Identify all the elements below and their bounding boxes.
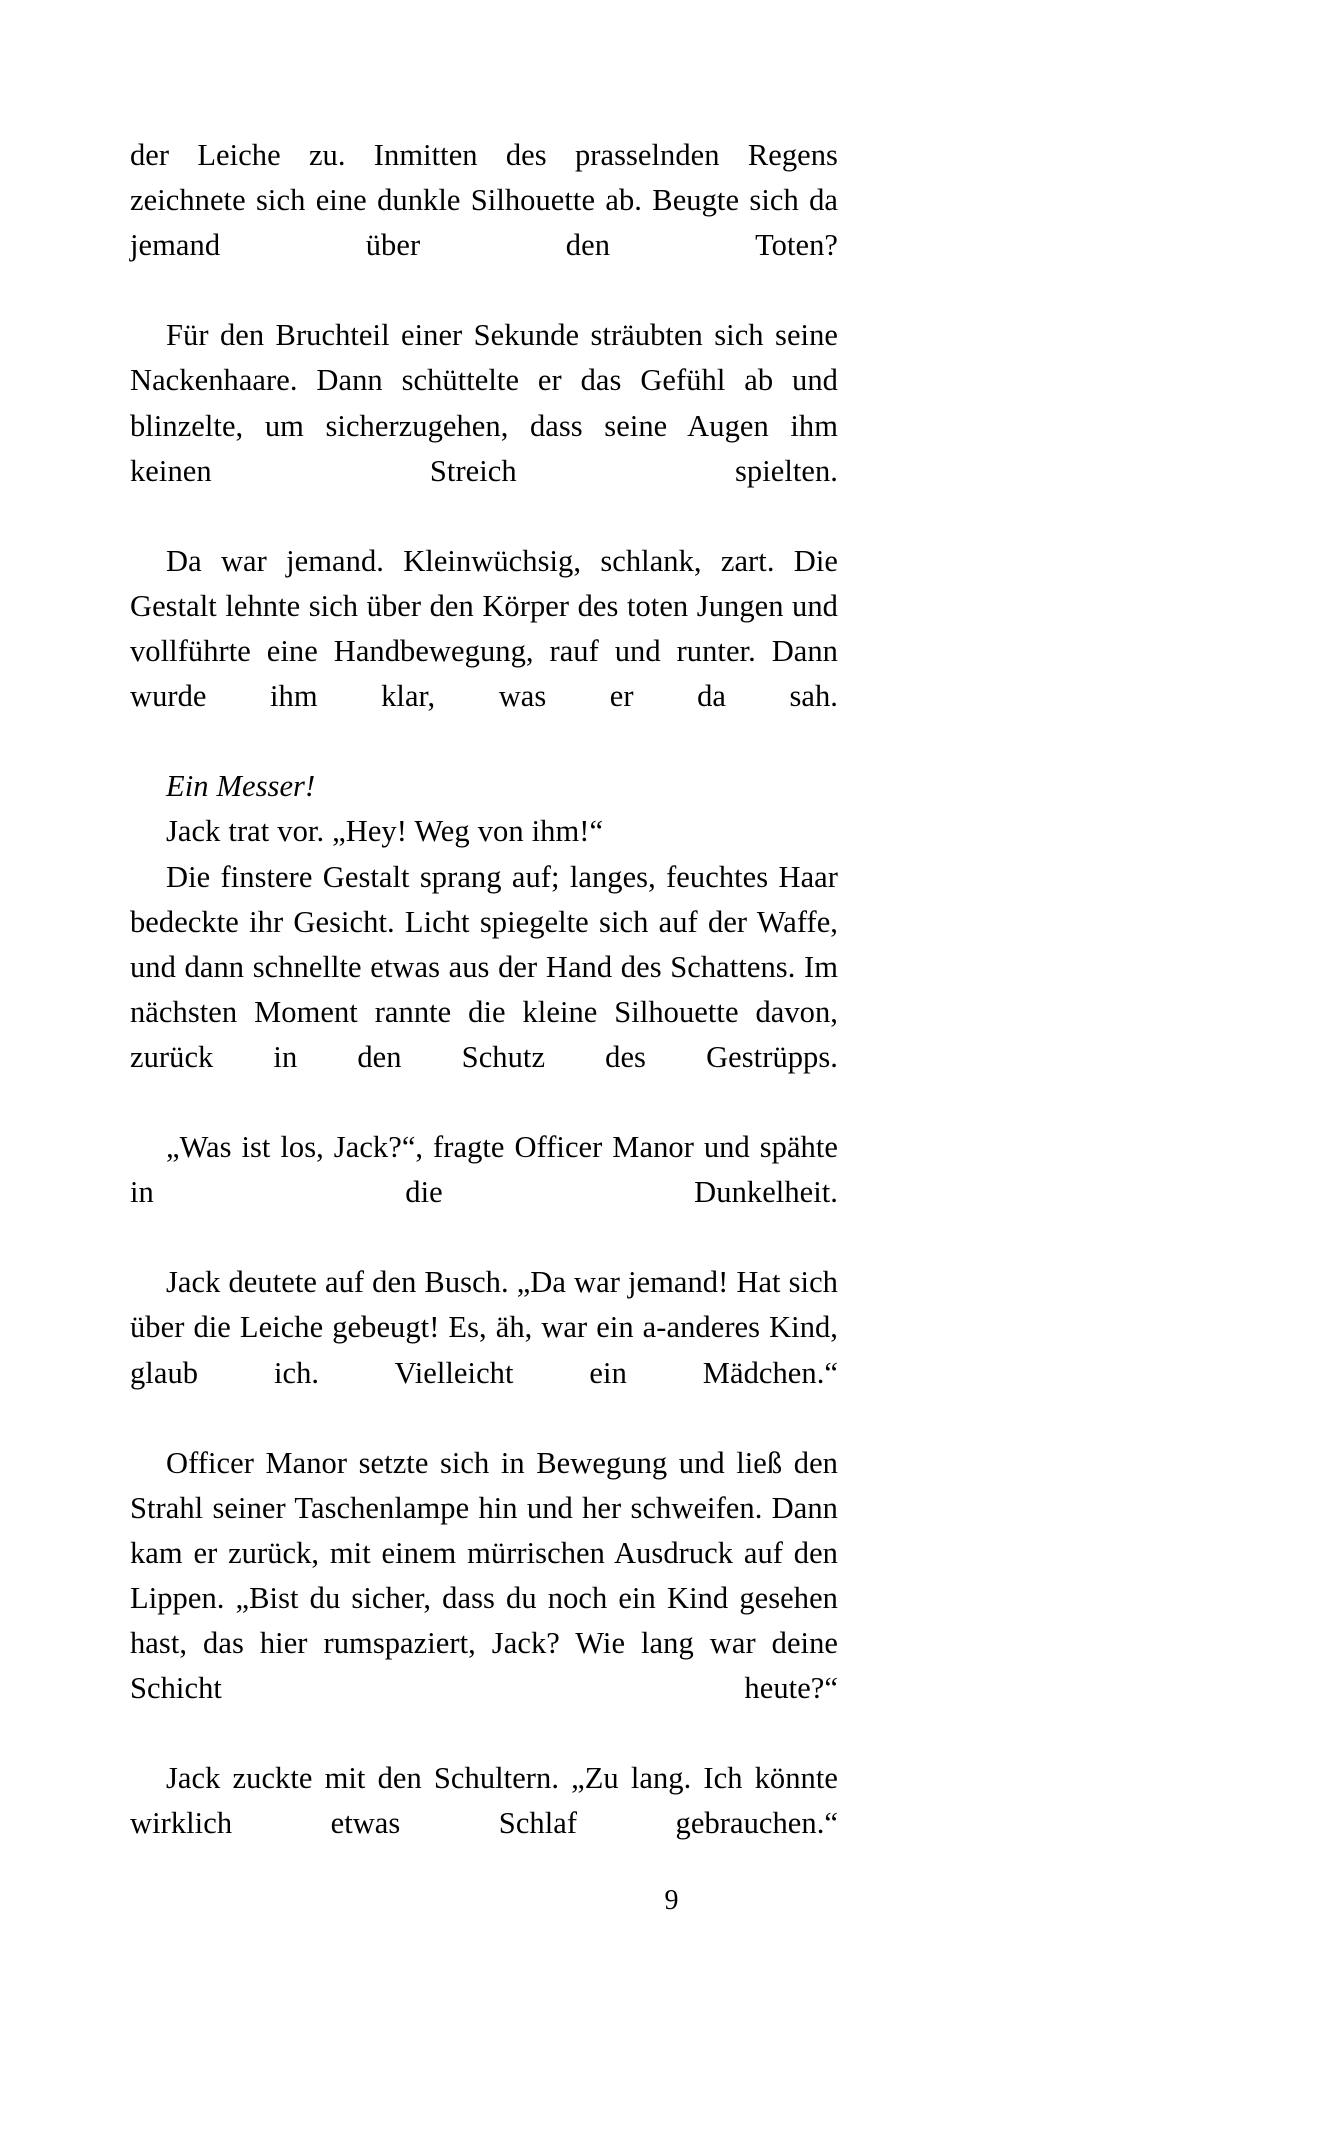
paragraph-7: „Was ist los, Jack?“, fragte Officer Manor und spähte in die Dunkelheit.: [130, 1130, 838, 1210]
paragraph-4-emphasis: Ein Messer!: [166, 769, 316, 804]
paragraph-6: Die finstere Gestalt sprang auf; langes, feuchtes Haar bedeckte ihr Gesicht. Licht spiegelte sich auf der Waffe, und dann schnellte etwas aus der Hand des Schattens. Im nächsten Moment rannte die kleine Silhouette davon, zurück in den Schutz des Gestrüpps.: [130, 859, 838, 1074]
paragraph-9: Officer Manor setzte sich in Bewegung und ließ den Strahl seiner Taschenlampe hin und her schweifen. Dann kam er zurück, mit einem mürrischen Ausdruck auf den Lippen. „Bist du sicher, dass du noch ein Kind gesehen hast, das hier rumspaziert, Jack? Wie lang war deine Schicht heute?“: [130, 1445, 838, 1706]
paragraph-2: Für den Bruchteil einer Sekunde sträubten sich seine Nackenhaare. Dann schüttelte er das Gefühl ab und blinzelte, um sicherzugehen, dass seine Augen ihm keinen Streich spielten.: [130, 318, 838, 488]
paragraph-5: Jack trat vor. „Hey! Weg von ihm!“: [166, 814, 604, 849]
paragraph-10: Jack zuckte mit den Schultern. „Zu lang. Ich könnte wirklich etwas Schlaf gebrauchen.“: [130, 1761, 838, 1841]
paragraph-8: Jack deutete auf den Busch. „Da war jemand! Hat sich über die Leiche gebeugt! Es, äh, war ein a-anderes Kind, glaub ich. Vielleicht ein Mädchen.“: [130, 1265, 838, 1390]
paragraph-1: der Leiche zu. Inmitten des prasselnden Regens zeichnete sich eine dunkle Silhouette ab. Beugte sich da jemand über den Toten?: [130, 138, 838, 263]
paragraph-3: Da war jemand. Kleinwüchsig, schlank, zart. Die Gestalt lehnte sich über den Körper des toten Jungen und vollführte eine Handbewegung, rauf und runter. Dann wurde ihm klar, was er da sah.: [130, 543, 838, 714]
page-number: 9: [664, 1885, 679, 1916]
page-text-block: [130, 133, 838, 1892]
